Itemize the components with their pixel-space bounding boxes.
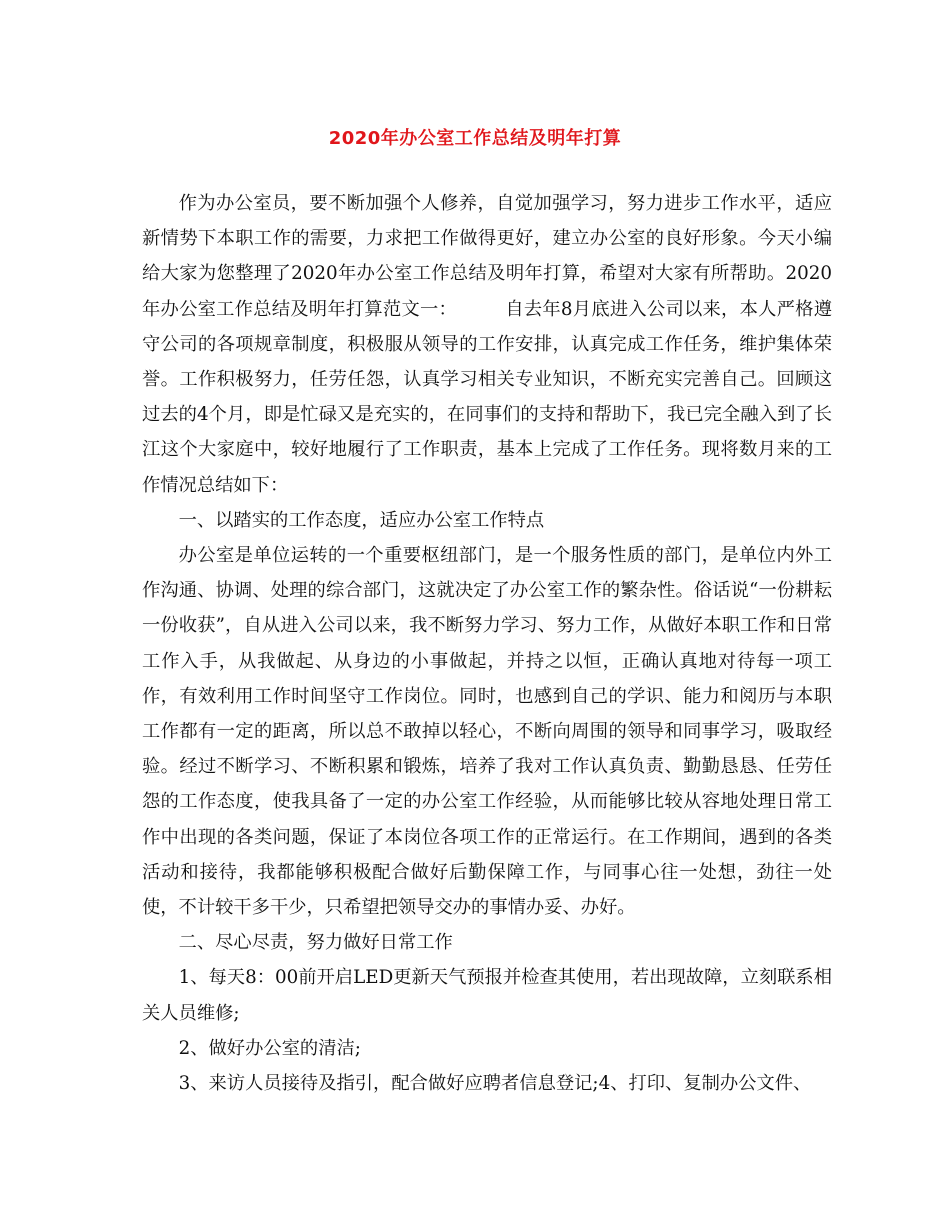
intro-text-part2: 自去年8月底进入公司以来，本人严格遵守公司的各项规章制度，积极服从领导的工作安排，认真完成工作任务，维护集体荣誉。工作积极努力，任劳任怨，认真学习相关专业知识，不断充实完善自己。回顾这过去的4个月，即是忙碌又是充实的，在同事们的支持和帮助下，我已完全融入到了长江这个大家庭中，较好地履行了工作职责，基本上完成了工作任务。现将数月来的工作情况总结如下：: [142, 298, 832, 496]
section-1-paragraph: 办公室是单位运转的一个重要枢纽部门，是一个服务性质的部门，是单位内外工作沟通、协调、处理的综合部门，这就决定了办公室工作的繁杂性。俗话说“一份耕耘一份收获”，自从进入公司以来，我不断努力学习、努力工作，从做好本职工作和日常工作入手，从我做起、从身边的小事做起，并持之以恒，正确认真地对待每一项工作，有效利用工作时间坚守工作岗位。同时，也感到自己的学识、能力和阅历与本职工作都有一定的距离，所以总不敢掉以轻心，不断向周围的领导和同事学习，吸取经验。经过不断学习、不断积累和锻炼，培养了我对工作认真负责、勤勤恳恳、任劳任怨的工作态度，使我具备了一定的办公室工作经验，从而能够比较从容地处理日常工作中出现的各类问题，保证了本岗位各项工作的正常运行。在工作期间，遇到的各类活动和接待，我都能够积极配合做好后勤保障工作，与同事心往一处想，劲往一处使，不计较干多干少，只希望把领导交办的事情办妥、办好。: [142, 545, 832, 919]
document-title: 2020年办公室工作总结及明年打算: [328, 128, 622, 149]
section-heading-2: 二、尽心尽责，努力做好日常工作: [178, 932, 453, 954]
section-heading-1: 一、以踏实的工作态度，适应办公室工作特点: [178, 509, 545, 531]
intro-text-part1: 作为办公室员，要不断加强个人修养，自觉加强学习，努力进步工作水平，适应新情势下本职工作的需要，力求把工作做得更好，建立办公室的良好形象。今天小编给大家为您整理了2020年办公室工作总结及明年打算，希望对大家有所帮助。2020年办公室工作总结及明年打算范文一：: [142, 193, 832, 320]
list-item-1: 1、每天8：00前开启LED更新天气预报并检查其使用，若出现故障，立刻联系相关人员维修;: [142, 967, 832, 1024]
list-item-2: 2、做好办公室的清洁;: [178, 1037, 361, 1059]
list-item-3: 3、来访人员接待及指引，配合做好应聘者信息登记;4、打印、复制办公文件、: [178, 1073, 812, 1095]
intro-paragraph: [142, 186, 832, 503]
document-body: [142, 186, 832, 1101]
